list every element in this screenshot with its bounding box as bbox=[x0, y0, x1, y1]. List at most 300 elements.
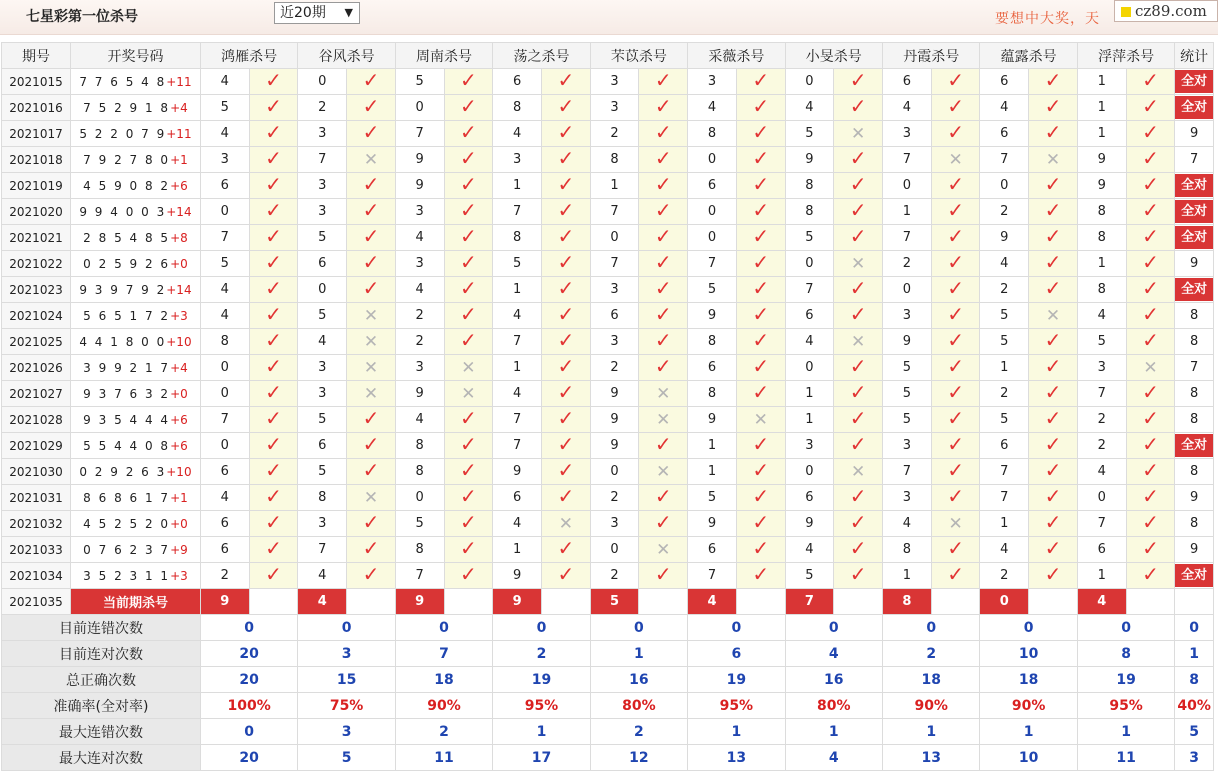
summary-row bbox=[2, 615, 1214, 641]
correct-cell bbox=[736, 511, 785, 537]
kill-number-cell: 3 bbox=[688, 69, 737, 95]
stat-cell bbox=[1175, 485, 1214, 511]
checkmark-icon: ✓ bbox=[752, 328, 770, 352]
checkmark-icon: ✓ bbox=[460, 510, 477, 534]
correct-cell bbox=[834, 537, 883, 563]
wrong-cell bbox=[347, 329, 396, 355]
current-kill-blank bbox=[639, 589, 688, 615]
kill-number-cell: 9 bbox=[590, 433, 639, 459]
cross-icon: ✕ bbox=[1045, 150, 1061, 170]
checkmark-icon: ✓ bbox=[1044, 172, 1062, 196]
correct-cell bbox=[347, 537, 396, 563]
kill-number-cell: 4 bbox=[1077, 459, 1126, 485]
correct-cell bbox=[931, 407, 980, 433]
checkmark-icon: ✓ bbox=[654, 354, 672, 378]
wrong-cell bbox=[834, 329, 883, 355]
cross-icon: ✕ bbox=[753, 410, 768, 430]
correct-cell bbox=[541, 121, 590, 147]
correct-cell bbox=[1029, 173, 1078, 199]
stat-value: 7 bbox=[1190, 360, 1199, 375]
correct-cell bbox=[639, 329, 688, 355]
table-row bbox=[2, 69, 1214, 95]
correct-cell bbox=[834, 95, 883, 121]
draw-digits: 5 5 4 4 0 8 bbox=[83, 438, 171, 453]
checkmark-icon: ✓ bbox=[654, 484, 672, 508]
summary-value: 0 bbox=[200, 719, 297, 745]
cross-icon: ✕ bbox=[656, 462, 671, 482]
correct-cell bbox=[736, 381, 785, 407]
checkmark-icon: ✓ bbox=[947, 224, 964, 248]
slogan-text: 要想中大奖，天 bbox=[995, 11, 1100, 27]
all-correct-badge: 全对 bbox=[1175, 70, 1213, 93]
kill-number-cell: 5 bbox=[980, 303, 1029, 329]
checkmark-icon: ✓ bbox=[752, 510, 770, 534]
summary-value: 12 bbox=[590, 745, 687, 771]
checkmark-icon: ✓ bbox=[460, 484, 477, 508]
draw-sum: +1 bbox=[170, 152, 188, 167]
kill-number-cell: 3 bbox=[298, 511, 347, 537]
checkmark-icon: ✓ bbox=[557, 432, 575, 456]
draw-sum: +14 bbox=[166, 204, 192, 219]
column-header: 浮萍杀号 bbox=[1077, 43, 1174, 69]
correct-cell bbox=[1029, 537, 1078, 563]
kill-number-cell: 1 bbox=[688, 459, 737, 485]
kill-number-cell: 8 bbox=[883, 537, 932, 563]
period-cell: 2021024 bbox=[2, 303, 71, 329]
column-header: 鸿雁杀号 bbox=[200, 43, 297, 69]
wrong-cell bbox=[834, 121, 883, 147]
kill-number-cell: 2 bbox=[883, 251, 932, 277]
draw-digits: 4 4 1 8 0 0 bbox=[79, 334, 167, 349]
checkmark-icon: ✓ bbox=[654, 224, 672, 248]
stat-value: 8 bbox=[1190, 334, 1199, 349]
checkmark-icon: ✓ bbox=[849, 68, 867, 92]
table-row bbox=[2, 303, 1214, 329]
kill-number-cell: 0 bbox=[200, 199, 249, 225]
kill-number-cell: 7 bbox=[493, 407, 542, 433]
correct-cell bbox=[249, 537, 298, 563]
stat-cell bbox=[1175, 433, 1214, 459]
checkmark-icon: ✓ bbox=[557, 380, 575, 404]
checkmark-icon: ✓ bbox=[362, 510, 380, 534]
table-row bbox=[2, 225, 1214, 251]
stat-value: 9 bbox=[1190, 126, 1199, 141]
correct-cell bbox=[541, 407, 590, 433]
checkmark-icon: ✓ bbox=[460, 276, 477, 300]
draw-sum: +10 bbox=[166, 334, 192, 349]
checkmark-icon: ✓ bbox=[1142, 94, 1159, 118]
checkmark-icon: ✓ bbox=[849, 510, 867, 534]
logo-text: cz89.com bbox=[1135, 2, 1207, 20]
kill-number-cell: 5 bbox=[785, 563, 834, 589]
kill-number-cell: 9 bbox=[980, 225, 1029, 251]
kill-number-cell: 0 bbox=[785, 459, 834, 485]
correct-cell bbox=[541, 433, 590, 459]
checkmark-icon: ✓ bbox=[1044, 224, 1062, 248]
kill-number-cell: 5 bbox=[395, 69, 444, 95]
kill-number-cell: 0 bbox=[298, 277, 347, 303]
correct-cell bbox=[834, 173, 883, 199]
correct-cell bbox=[736, 173, 785, 199]
kill-number-cell: 9 bbox=[590, 407, 639, 433]
correct-cell bbox=[736, 355, 785, 381]
checkmark-icon: ✓ bbox=[752, 458, 770, 482]
checkmark-icon: ✓ bbox=[1044, 380, 1062, 404]
kill-number-cell: 7 bbox=[200, 225, 249, 251]
correct-cell bbox=[541, 173, 590, 199]
draw-digits: 0 2 5 9 2 6 bbox=[83, 256, 171, 271]
cross-icon: ✕ bbox=[1143, 358, 1158, 378]
kill-number-cell: 5 bbox=[883, 355, 932, 381]
correct-cell bbox=[931, 381, 980, 407]
kill-number-cell: 0 bbox=[200, 433, 249, 459]
checkmark-icon: ✓ bbox=[1044, 328, 1062, 352]
draw-number-cell bbox=[71, 407, 201, 433]
checkmark-icon: ✓ bbox=[1044, 458, 1062, 482]
period-cell: 2021019 bbox=[2, 173, 71, 199]
draw-digits: 4 5 9 0 8 2 bbox=[83, 178, 171, 193]
correct-cell bbox=[444, 199, 493, 225]
kill-number-cell: 4 bbox=[1077, 303, 1126, 329]
kill-number-cell: 9 bbox=[493, 459, 542, 485]
checkmark-icon: ✓ bbox=[362, 120, 380, 144]
kill-number-cell: 1 bbox=[590, 173, 639, 199]
kill-number-cell: 4 bbox=[980, 95, 1029, 121]
kill-number-cell: 9 bbox=[1077, 147, 1126, 173]
correct-cell bbox=[736, 537, 785, 563]
summary-value: 15 bbox=[298, 667, 395, 693]
kill-number-cell: 8 bbox=[688, 329, 737, 355]
summary-value: 3 bbox=[298, 641, 395, 667]
kill-number-cell: 4 bbox=[395, 407, 444, 433]
kill-number-cell: 1 bbox=[1077, 251, 1126, 277]
kill-number-cell: 2 bbox=[590, 355, 639, 381]
kill-number-cell: 8 bbox=[395, 459, 444, 485]
correct-cell bbox=[736, 459, 785, 485]
summary-value: 90% bbox=[883, 693, 980, 719]
correct-cell bbox=[249, 277, 298, 303]
checkmark-icon: ✓ bbox=[557, 302, 575, 326]
kill-number-cell: 8 bbox=[493, 225, 542, 251]
draw-number-cell bbox=[71, 95, 201, 121]
summary-value: 0 bbox=[1077, 615, 1174, 641]
kill-number-cell: 5 bbox=[298, 407, 347, 433]
correct-cell bbox=[639, 277, 688, 303]
correct-cell bbox=[1029, 563, 1078, 589]
stat-cell bbox=[1175, 303, 1214, 329]
checkmark-icon: ✓ bbox=[1142, 172, 1159, 196]
checkmark-icon: ✓ bbox=[947, 432, 964, 456]
checkmark-icon: ✓ bbox=[1142, 120, 1159, 144]
draw-sum: +4 bbox=[170, 360, 188, 375]
cross-icon: ✕ bbox=[363, 332, 379, 352]
kill-number-cell: 1 bbox=[493, 173, 542, 199]
correct-cell bbox=[931, 433, 980, 459]
summary-value: 0 bbox=[493, 615, 590, 641]
checkmark-icon: ✓ bbox=[557, 562, 575, 586]
wrong-cell bbox=[1126, 355, 1175, 381]
wrong-cell bbox=[931, 147, 980, 173]
checkmark-icon: ✓ bbox=[947, 562, 964, 586]
summary-value: 19 bbox=[493, 667, 590, 693]
correct-cell bbox=[834, 381, 883, 407]
kill-number-cell: 8 bbox=[785, 199, 834, 225]
draw-sum: +0 bbox=[170, 386, 188, 401]
kill-number-cell: 6 bbox=[298, 251, 347, 277]
draw-number-cell bbox=[71, 433, 201, 459]
correct-cell bbox=[444, 511, 493, 537]
kill-number-cell: 7 bbox=[395, 563, 444, 589]
current-period-row bbox=[2, 589, 1214, 615]
checkmark-icon: ✓ bbox=[654, 302, 672, 326]
checkmark-icon: ✓ bbox=[460, 250, 477, 274]
correct-cell bbox=[931, 537, 980, 563]
correct-cell bbox=[834, 563, 883, 589]
checkmark-icon: ✓ bbox=[947, 68, 964, 92]
wrong-cell bbox=[834, 459, 883, 485]
draw-sum: +0 bbox=[170, 516, 188, 531]
kill-number-cell: 0 bbox=[883, 173, 932, 199]
summary-value: 11 bbox=[395, 745, 492, 771]
summary-value: 4 bbox=[785, 641, 882, 667]
kill-number-cell: 2 bbox=[1077, 433, 1126, 459]
summary-value: 20 bbox=[200, 745, 297, 771]
correct-cell bbox=[444, 225, 493, 251]
cross-icon: ✕ bbox=[948, 514, 963, 534]
correct-cell bbox=[834, 147, 883, 173]
checkmark-icon: ✓ bbox=[947, 458, 964, 482]
stat-value: 8 bbox=[1190, 464, 1199, 479]
checkmark-icon: ✓ bbox=[265, 250, 282, 274]
cross-icon: ✕ bbox=[851, 254, 866, 274]
checkmark-icon: ✓ bbox=[460, 68, 477, 92]
summary-value: 20 bbox=[200, 667, 297, 693]
correct-cell bbox=[1126, 225, 1175, 251]
kill-number-cell: 3 bbox=[298, 381, 347, 407]
kill-number-cell: 6 bbox=[688, 537, 737, 563]
wrong-cell bbox=[639, 537, 688, 563]
checkmark-icon: ✓ bbox=[362, 276, 380, 300]
draw-digits: 9 3 9 7 9 2 bbox=[79, 282, 167, 297]
summary-label: 目前连错次数 bbox=[2, 615, 201, 641]
current-kill-blank bbox=[249, 589, 298, 615]
summary-value: 3 bbox=[1175, 745, 1214, 771]
correct-cell bbox=[347, 407, 396, 433]
correct-cell bbox=[1126, 485, 1175, 511]
correct-cell bbox=[444, 433, 493, 459]
current-kill-blank bbox=[736, 589, 785, 615]
kill-number-cell: 6 bbox=[590, 303, 639, 329]
checkmark-icon: ✓ bbox=[460, 146, 477, 170]
draw-digits: 9 9 4 0 0 3 bbox=[79, 204, 167, 219]
checkmark-icon: ✓ bbox=[460, 94, 477, 118]
correct-cell bbox=[444, 173, 493, 199]
draw-number-cell bbox=[71, 251, 201, 277]
kill-number-cell: 0 bbox=[688, 225, 737, 251]
draw-sum: +1 bbox=[170, 490, 188, 505]
checkmark-icon: ✓ bbox=[752, 120, 770, 144]
correct-cell bbox=[444, 121, 493, 147]
checkmark-icon: ✓ bbox=[265, 94, 282, 118]
kill-number-cell: 1 bbox=[493, 355, 542, 381]
checkmark-icon: ✓ bbox=[1142, 458, 1159, 482]
column-header: 芣苡杀号 bbox=[590, 43, 687, 69]
cross-icon: ✕ bbox=[363, 384, 379, 404]
summary-value: 18 bbox=[395, 667, 492, 693]
draw-digits: 3 5 2 3 1 1 bbox=[83, 568, 171, 583]
kill-number-cell: 0 bbox=[785, 69, 834, 95]
kill-number-cell: 7 bbox=[1077, 381, 1126, 407]
logo-square-icon bbox=[1121, 7, 1131, 17]
checkmark-icon: ✓ bbox=[849, 224, 867, 248]
checkmark-icon: ✓ bbox=[265, 302, 282, 326]
correct-cell bbox=[444, 277, 493, 303]
checkmark-icon: ✓ bbox=[1142, 68, 1159, 92]
cross-icon: ✕ bbox=[1045, 306, 1061, 326]
draw-sum: +11 bbox=[166, 74, 192, 89]
draw-sum: +10 bbox=[166, 464, 192, 479]
chevron-down-icon: ▼ bbox=[344, 6, 353, 19]
cross-icon: ✕ bbox=[948, 150, 963, 170]
summary-row bbox=[2, 719, 1214, 745]
kill-number-cell: 4 bbox=[493, 121, 542, 147]
draw-digits: 5 6 5 1 7 2 bbox=[83, 308, 171, 323]
correct-cell bbox=[834, 355, 883, 381]
checkmark-icon: ✓ bbox=[362, 68, 380, 92]
checkmark-icon: ✓ bbox=[752, 536, 770, 560]
checkmark-icon: ✓ bbox=[1142, 510, 1159, 534]
checkmark-icon: ✓ bbox=[362, 536, 380, 560]
correct-cell bbox=[1029, 485, 1078, 511]
all-correct-badge: 全对 bbox=[1175, 96, 1213, 119]
period-range-select[interactable] bbox=[274, 2, 360, 24]
correct-cell bbox=[834, 69, 883, 95]
draw-number-cell bbox=[71, 147, 201, 173]
kill-number-cell: 3 bbox=[298, 173, 347, 199]
checkmark-icon: ✓ bbox=[849, 406, 867, 430]
kill-number-cell: 1 bbox=[493, 537, 542, 563]
summary-value: 18 bbox=[883, 667, 980, 693]
checkmark-icon: ✓ bbox=[752, 354, 770, 378]
checkmark-icon: ✓ bbox=[1044, 510, 1062, 534]
checkmark-icon: ✓ bbox=[1044, 432, 1062, 456]
wrong-cell bbox=[736, 407, 785, 433]
wrong-cell bbox=[639, 459, 688, 485]
period-cell: 2021025 bbox=[2, 329, 71, 355]
correct-cell bbox=[639, 485, 688, 511]
stat-cell bbox=[1175, 173, 1214, 199]
correct-cell bbox=[347, 173, 396, 199]
kill-number-cell: 3 bbox=[395, 251, 444, 277]
kill-number-cell: 3 bbox=[590, 329, 639, 355]
correct-cell bbox=[736, 121, 785, 147]
kill-number-cell: 4 bbox=[200, 121, 249, 147]
correct-cell bbox=[1029, 355, 1078, 381]
summary-value: 13 bbox=[883, 745, 980, 771]
kill-number-cell: 2 bbox=[1077, 407, 1126, 433]
correct-cell bbox=[1126, 95, 1175, 121]
correct-cell bbox=[931, 277, 980, 303]
correct-cell bbox=[347, 225, 396, 251]
column-header: 荡之杀号 bbox=[493, 43, 590, 69]
correct-cell bbox=[639, 225, 688, 251]
summary-value: 1 bbox=[785, 719, 882, 745]
kill-number-cell: 5 bbox=[200, 95, 249, 121]
correct-cell bbox=[1126, 459, 1175, 485]
checkmark-icon: ✓ bbox=[752, 432, 770, 456]
checkmark-icon: ✓ bbox=[265, 172, 282, 196]
correct-cell bbox=[347, 251, 396, 277]
table-row bbox=[2, 251, 1214, 277]
correct-cell bbox=[541, 381, 590, 407]
kill-number-cell: 6 bbox=[200, 173, 249, 199]
checkmark-icon: ✓ bbox=[752, 68, 770, 92]
summary-value: 10 bbox=[980, 745, 1077, 771]
correct-cell bbox=[736, 563, 785, 589]
kill-number-cell: 2 bbox=[980, 563, 1029, 589]
summary-value: 1 bbox=[1077, 719, 1174, 745]
correct-cell bbox=[639, 121, 688, 147]
correct-cell bbox=[249, 173, 298, 199]
correct-cell bbox=[736, 95, 785, 121]
checkmark-icon: ✓ bbox=[1142, 380, 1159, 404]
correct-cell bbox=[541, 147, 590, 173]
correct-cell bbox=[834, 485, 883, 511]
stat-cell bbox=[1175, 225, 1214, 251]
checkmark-icon: ✓ bbox=[947, 328, 964, 352]
kill-number-cell: 4 bbox=[883, 511, 932, 537]
summary-value: 0 bbox=[785, 615, 882, 641]
site-logo[interactable] bbox=[1114, 0, 1218, 22]
kill-number-cell: 0 bbox=[883, 277, 932, 303]
summary-value: 40% bbox=[1175, 693, 1214, 719]
checkmark-icon: ✓ bbox=[557, 250, 575, 274]
checkmark-icon: ✓ bbox=[1142, 224, 1159, 248]
wrong-cell bbox=[347, 355, 396, 381]
kill-number-cell: 1 bbox=[883, 199, 932, 225]
correct-cell bbox=[736, 485, 785, 511]
kill-number-cell: 2 bbox=[980, 277, 1029, 303]
correct-cell bbox=[834, 225, 883, 251]
period-cell: 2021029 bbox=[2, 433, 71, 459]
correct-cell bbox=[541, 251, 590, 277]
checkmark-icon: ✓ bbox=[654, 328, 672, 352]
checkmark-icon: ✓ bbox=[947, 276, 964, 300]
checkmark-icon: ✓ bbox=[654, 562, 672, 586]
kill-number-cell: 0 bbox=[395, 95, 444, 121]
stat-value: 8 bbox=[1190, 386, 1199, 401]
kill-number-cell: 4 bbox=[493, 303, 542, 329]
checkmark-icon: ✓ bbox=[849, 354, 867, 378]
checkmark-icon: ✓ bbox=[1044, 198, 1062, 222]
period-cell: 2021023 bbox=[2, 277, 71, 303]
kill-number-cell: 7 bbox=[688, 251, 737, 277]
checkmark-icon: ✓ bbox=[265, 354, 282, 378]
summary-value: 2 bbox=[395, 719, 492, 745]
checkmark-icon: ✓ bbox=[362, 224, 380, 248]
correct-cell bbox=[931, 329, 980, 355]
draw-number-cell bbox=[71, 355, 201, 381]
draw-number-cell bbox=[71, 537, 201, 563]
draw-digits: 4 5 2 5 2 0 bbox=[83, 516, 171, 531]
checkmark-icon: ✓ bbox=[752, 562, 770, 586]
kill-number-cell: 3 bbox=[298, 355, 347, 381]
correct-cell bbox=[1126, 69, 1175, 95]
current-kill-number: 9 bbox=[395, 589, 444, 615]
draw-number-cell bbox=[71, 277, 201, 303]
kill-number-cell: 5 bbox=[200, 251, 249, 277]
kill-number-cell: 3 bbox=[883, 433, 932, 459]
